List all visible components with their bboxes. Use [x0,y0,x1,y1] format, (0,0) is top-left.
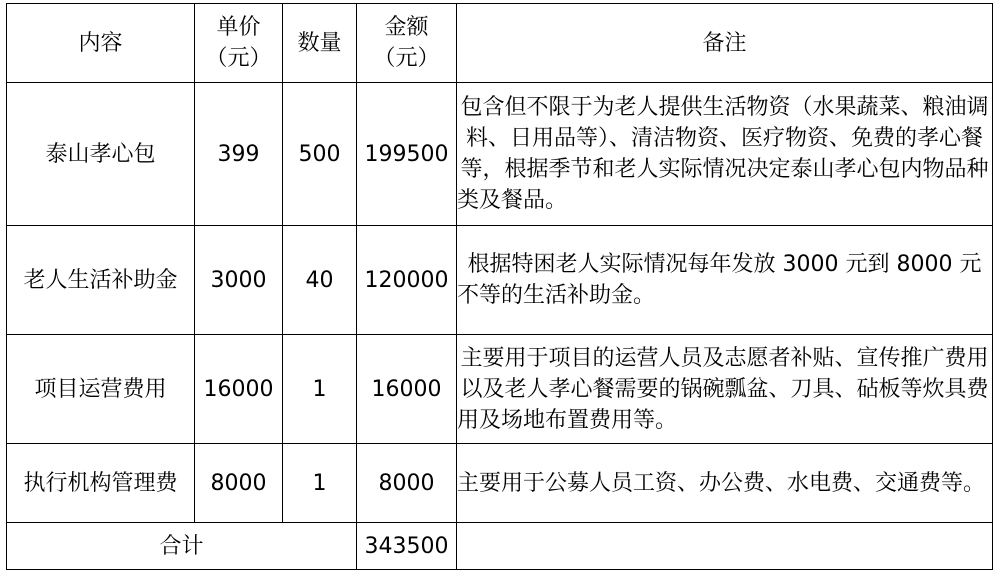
header-unit-price [195,4,283,83]
total-label: 合计 [7,523,357,570]
header-amount-unit: （元） [373,46,440,71]
cell-amount: 199500 [357,83,457,226]
table-row [7,83,993,226]
cell-quantity: 1 [283,444,357,523]
cell-quantity: 500 [283,83,357,226]
header-amount-label: 金额 [384,15,429,40]
budget-table-container [6,3,993,570]
cell-quantity: 40 [283,226,357,335]
cell-amount: 16000 [357,335,457,444]
cell-unit-price: 3000 [195,226,283,335]
cell-remarks: 主要用于公募人员工资、办公费、水电费、交通费等。 [457,444,993,523]
total-amount: 343500 [357,523,457,570]
table-header-row [7,4,993,83]
cell-amount: 8000 [357,444,457,523]
cell-unit-price: 16000 [195,335,283,444]
table-row [7,226,993,335]
table-total-row [7,523,993,570]
cell-remarks: 主要用于项目的运营人员及志愿者补贴、宣传推广费用以及老人孝心餐需要的锅碗瓢盆、刀具、砧板等炊具费用及场地布置费用等。 [457,335,993,444]
cell-content: 泰山孝心包 [7,83,195,226]
header-amount [357,4,457,83]
header-content: 内容 [7,4,195,83]
total-remarks [457,523,993,570]
cell-content: 执行机构管理费 [7,444,195,523]
header-quantity: 数量 [283,4,357,83]
cell-amount: 120000 [357,226,457,335]
budget-table [6,3,993,570]
cell-unit-price: 399 [195,83,283,226]
cell-remarks: 根据特困老人实际情况每年发放 3000 元到 8000 元不等的生活补助金。 [457,226,993,335]
header-unit-price-unit: （元） [205,46,272,71]
cell-content: 老人生活补助金 [7,226,195,335]
cell-content: 项目运营费用 [7,335,195,444]
cell-quantity: 1 [283,335,357,444]
table-row [7,335,993,444]
header-remarks: 备注 [457,4,993,83]
cell-unit-price: 8000 [195,444,283,523]
header-unit-price-label: 单价 [216,15,261,40]
table-row [7,444,993,523]
cell-remarks: 包含但不限于为老人提供生活物资（水果蔬菜、粮油调料、日用品等）、清洁物资、医疗物资、免费的孝心餐等，根据季节和老人实际情况决定泰山孝心包内物品种类及餐品。 [457,83,993,226]
